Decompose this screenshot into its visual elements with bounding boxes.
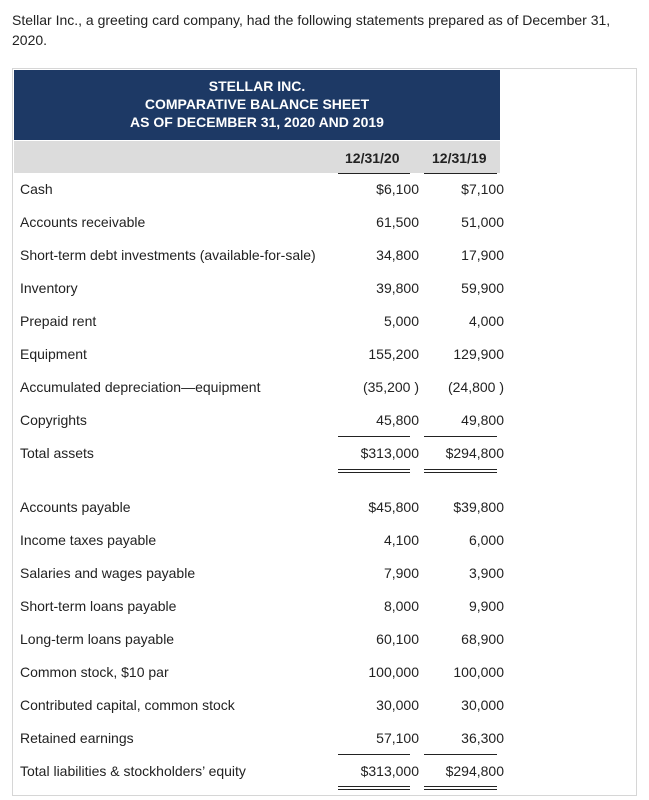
value-2019: 4,000 xyxy=(468,313,504,329)
table-row xyxy=(14,346,504,366)
value-2019: 100,000 xyxy=(453,664,504,680)
row-label: Short-term loans payable xyxy=(20,598,177,614)
row-label: Contributed capital, common stock xyxy=(20,697,235,713)
table-row xyxy=(14,412,504,432)
table-row xyxy=(14,763,504,783)
table-row xyxy=(14,181,504,201)
value-2019: 3,900 xyxy=(468,565,504,581)
table-row xyxy=(14,730,504,750)
row-label: Equipment xyxy=(20,346,87,362)
value-2019: (24,800 ) xyxy=(447,379,504,395)
value-2020: 5,000 xyxy=(383,313,419,329)
value-2020: 155,200 xyxy=(368,346,419,362)
column-header-2020: 12/31/20 xyxy=(345,150,400,166)
value-2020: 30,000 xyxy=(376,697,419,713)
row-label: Inventory xyxy=(20,280,78,296)
column-header-row xyxy=(14,141,500,173)
subtotal-rule-2019 xyxy=(424,436,497,437)
value-2020: 60,100 xyxy=(376,631,419,647)
liab-total-underline-2019b xyxy=(424,789,497,790)
table-row xyxy=(14,313,504,333)
liab-subtotal-rule-2019 xyxy=(424,754,497,755)
liab-total-underline-2019 xyxy=(424,786,497,787)
value-2020: $45,800 xyxy=(368,499,419,515)
value-2019: 9,900 xyxy=(468,598,504,614)
table-row xyxy=(14,379,504,399)
value-2020: 7,900 xyxy=(383,565,419,581)
value-2019: 6,000 xyxy=(468,532,504,548)
value-2019: $294,800 xyxy=(445,445,504,461)
value-2020: $313,000 xyxy=(360,763,419,779)
value-2019: 51,000 xyxy=(461,214,504,230)
row-label: Short-term debt investments (available-for-sale) xyxy=(20,247,316,263)
balance-sheet-frame xyxy=(12,68,637,796)
value-2020: 45,800 xyxy=(376,412,419,428)
value-2019: $294,800 xyxy=(445,763,504,779)
value-2020: $6,100 xyxy=(376,181,419,197)
value-2020: $313,000 xyxy=(360,445,419,461)
row-label: Total liabilities & stockholders’ equity xyxy=(20,763,246,779)
value-2019: 59,900 xyxy=(461,280,504,296)
total-underline-2019b xyxy=(424,472,497,473)
table-row xyxy=(14,532,504,552)
table-row xyxy=(14,664,504,684)
liab-total-underline-2020b xyxy=(338,789,410,790)
liab-total-underline-2020 xyxy=(338,786,410,787)
table-row xyxy=(14,598,504,618)
company-name: STELLAR INC. xyxy=(208,78,306,94)
table-row xyxy=(14,565,504,585)
table-row xyxy=(14,445,504,465)
table-row xyxy=(14,280,504,300)
row-label: Accumulated depreciation—equipment xyxy=(20,379,261,395)
row-label: Accounts receivable xyxy=(20,214,146,230)
value-2020: 39,800 xyxy=(376,280,419,296)
table-row xyxy=(14,499,504,519)
value-2020: 61,500 xyxy=(376,214,419,230)
value-2019: $39,800 xyxy=(453,499,504,515)
value-2020: (35,200 ) xyxy=(362,379,419,395)
table-header xyxy=(14,70,500,140)
table-row xyxy=(14,214,504,234)
value-2020: 34,800 xyxy=(376,247,419,263)
statement-date: AS OF DECEMBER 31, 2020 AND 2019 xyxy=(130,114,384,130)
value-2019: 49,800 xyxy=(461,412,504,428)
column-header-2019: 12/31/19 xyxy=(432,150,487,166)
value-2019: 68,900 xyxy=(461,631,504,647)
value-2020: 8,000 xyxy=(383,598,419,614)
row-label: Total assets xyxy=(20,445,94,461)
statement-title: COMPARATIVE BALANCE SHEET xyxy=(144,96,370,112)
subtotal-rule-2020 xyxy=(338,436,410,437)
total-underline-2019 xyxy=(424,469,497,470)
value-2019: 17,900 xyxy=(461,247,504,263)
row-label: Accounts payable xyxy=(20,499,131,515)
row-label: Cash xyxy=(20,181,53,197)
table-row xyxy=(14,247,504,267)
intro-text: Stellar Inc., a greeting card company, had the following statements prepared as of December 31, 2020. xyxy=(12,12,611,48)
header-underline-2019 xyxy=(424,173,497,174)
header-underline-2020 xyxy=(338,173,410,174)
value-2020: 57,100 xyxy=(376,730,419,746)
value-2019: $7,100 xyxy=(461,181,504,197)
value-2019: 129,900 xyxy=(453,346,504,362)
table-row xyxy=(14,697,504,717)
row-label: Income taxes payable xyxy=(20,532,157,548)
row-label: Retained earnings xyxy=(20,730,134,746)
total-underline-2020b xyxy=(338,472,410,473)
value-2019: 36,300 xyxy=(461,730,504,746)
row-label: Copyrights xyxy=(20,412,87,428)
row-label: Common stock, $10 par xyxy=(20,664,169,680)
row-label: Long-term loans payable xyxy=(20,631,175,647)
row-label: Prepaid rent xyxy=(20,313,97,329)
row-label: Salaries and wages payable xyxy=(20,565,196,581)
table-row xyxy=(14,631,504,651)
value-2019: 30,000 xyxy=(461,697,504,713)
value-2020: 100,000 xyxy=(368,664,419,680)
total-underline-2020 xyxy=(338,469,410,470)
value-2020: 4,100 xyxy=(383,532,419,548)
liab-subtotal-rule-2020 xyxy=(338,754,410,755)
